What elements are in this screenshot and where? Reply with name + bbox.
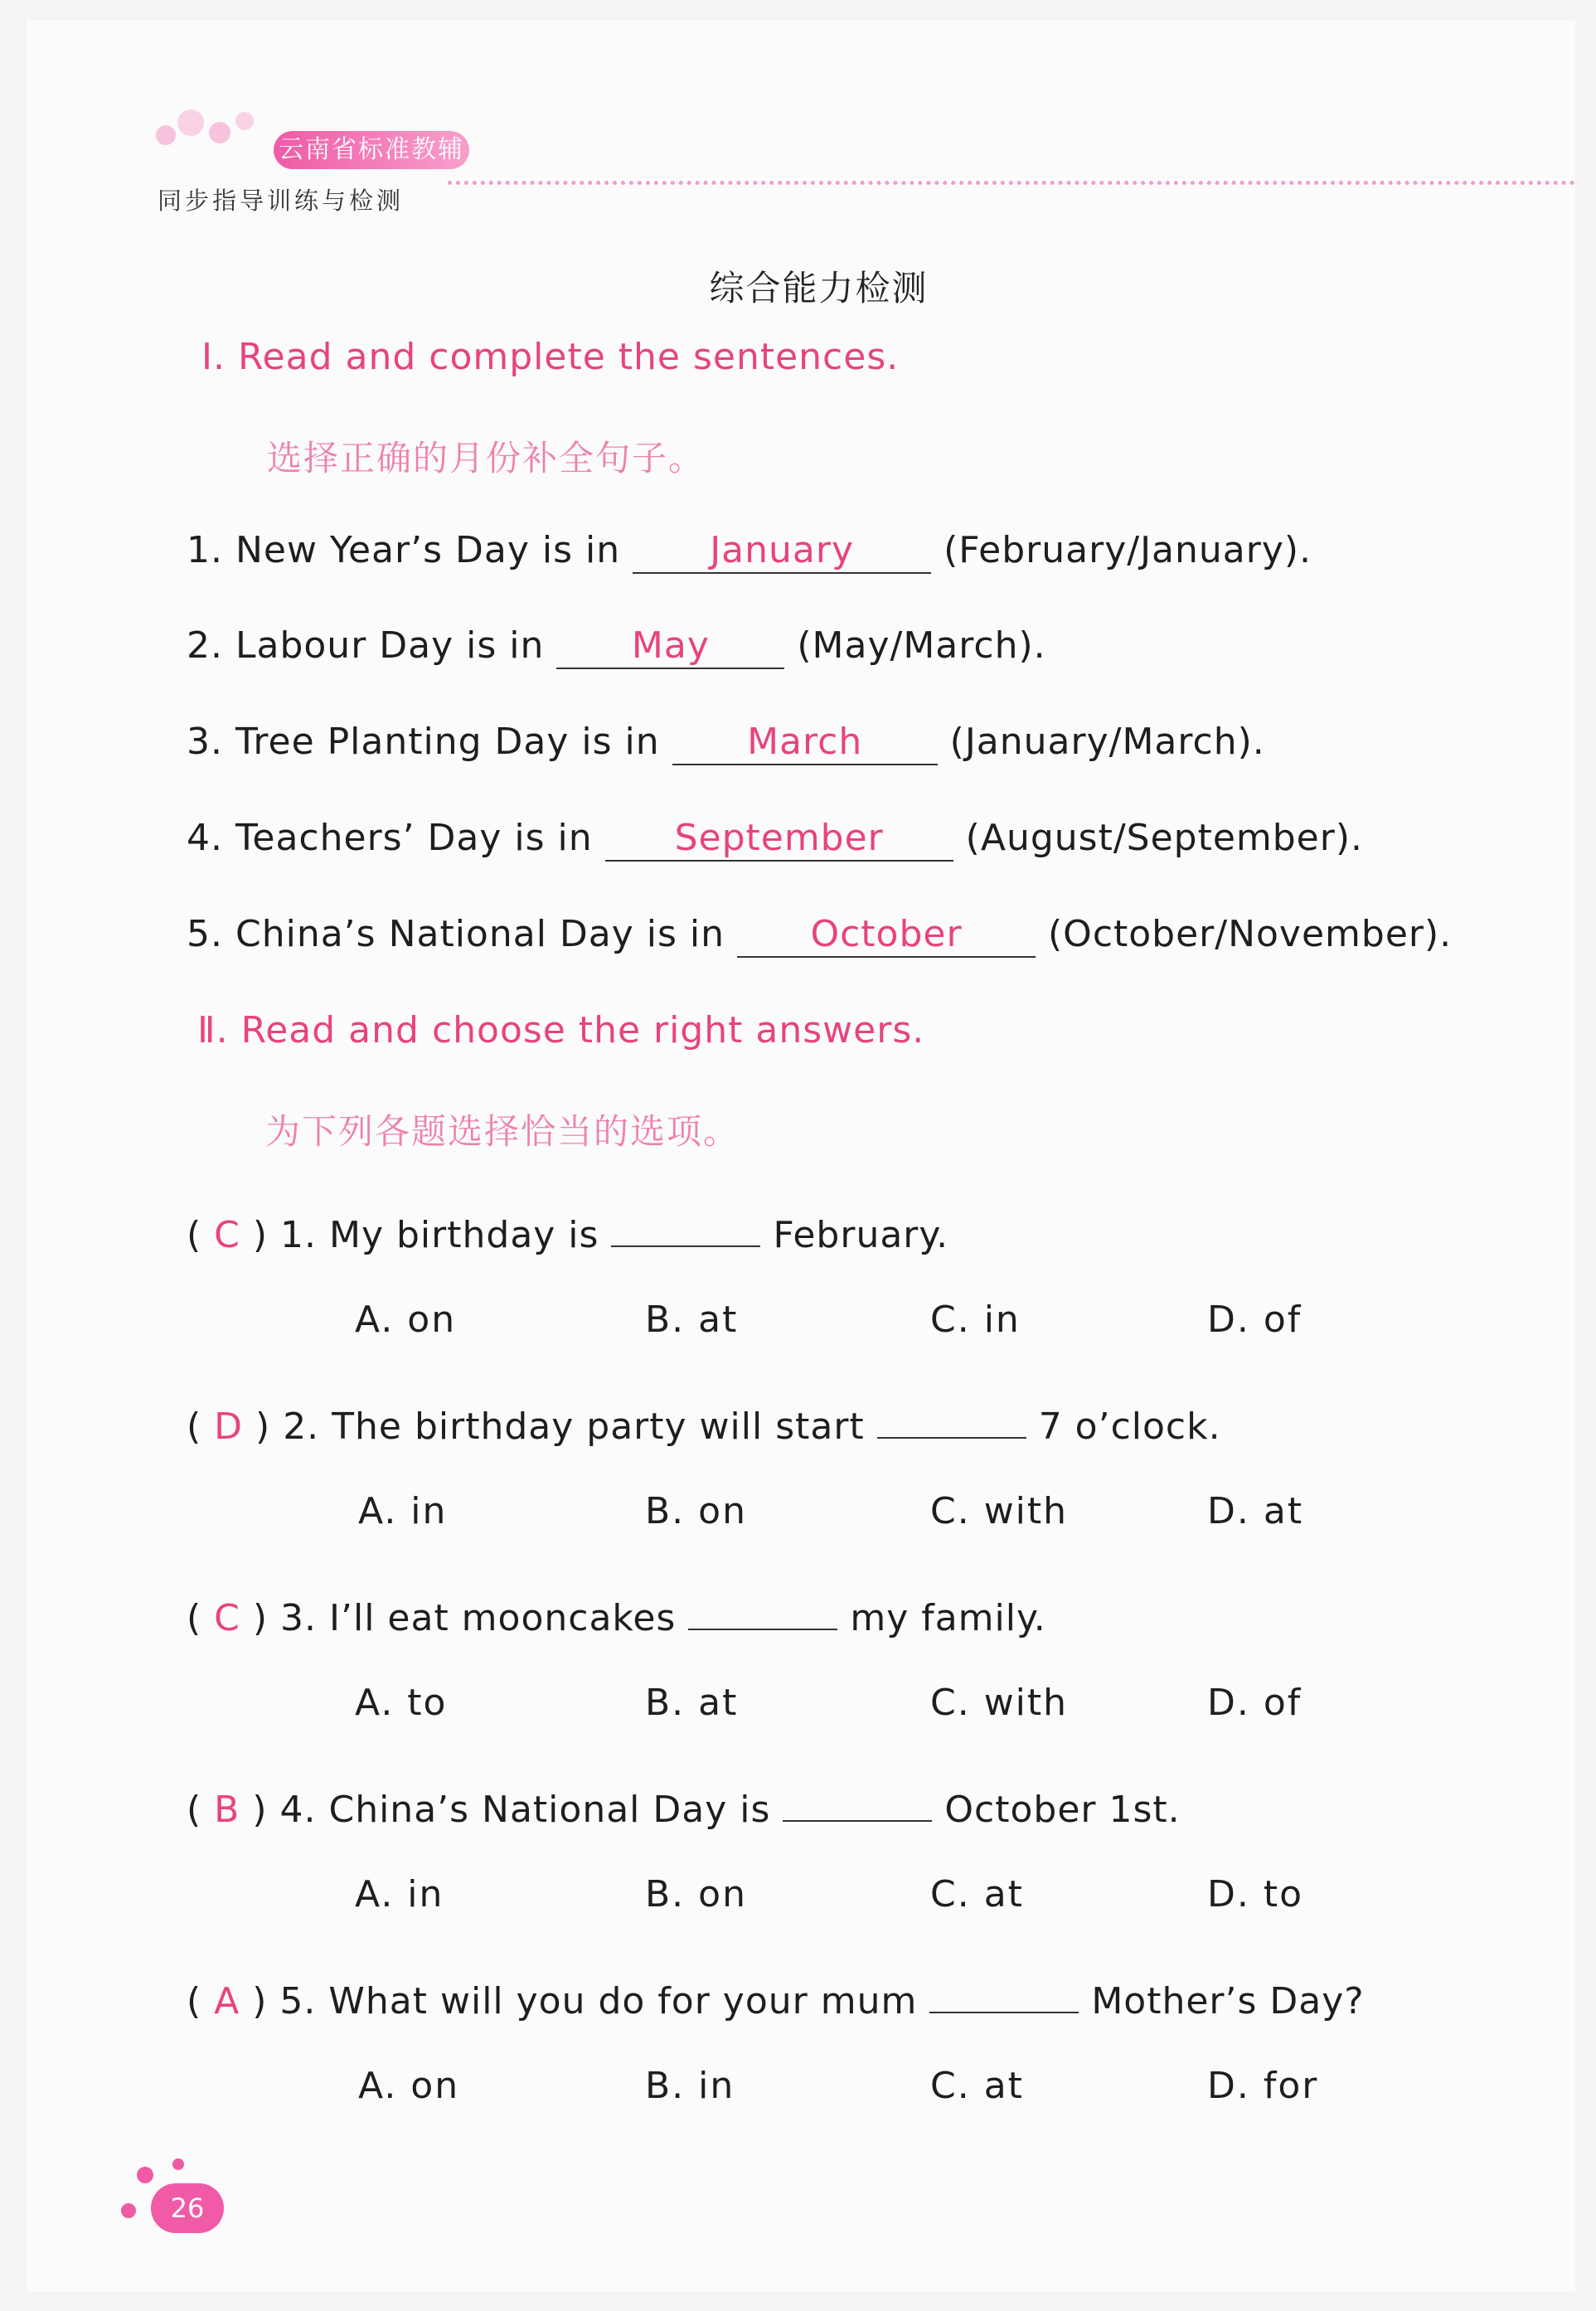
- page-number: 26: [151, 2183, 224, 2233]
- option-c[interactable]: C. at: [930, 1873, 1024, 1915]
- option-a[interactable]: A. on: [358, 2065, 460, 2107]
- option-d[interactable]: D. at: [1207, 1490, 1304, 1532]
- option-d[interactable]: D. for: [1207, 2065, 1319, 2107]
- s1-item-5: 5. China’s National Day is in October (October/November).: [187, 913, 1452, 958]
- answer-blank[interactable]: October: [737, 913, 1036, 958]
- option-c[interactable]: C. with: [930, 1490, 1069, 1532]
- s2-question-5: ( A ) 5. What will you do for your mum Mother’s Day?: [187, 1969, 1365, 2022]
- paw-dot-icon: [137, 2167, 153, 2183]
- s2-question-4: ( B ) 4. China’s National Day is October 1st.: [187, 1777, 1181, 1831]
- s1-item-3: 3. Tree Planting Day is in March (January/March).: [187, 721, 1265, 765]
- question-blank: [929, 1969, 1079, 2013]
- option-d[interactable]: D. to: [1207, 1873, 1304, 1915]
- s2-question-3: ( C ) 3. I’ll eat mooncakes my family.: [187, 1585, 1046, 1639]
- section2-instruction: 为下列各题选择恰当的选项。: [265, 1111, 740, 1152]
- option-a[interactable]: A. to: [355, 1682, 448, 1724]
- s2-question-1: ( C ) 1. My birthday is February.: [187, 1202, 948, 1256]
- s1-item-2: 2. Labour Day is in May (May/March).: [187, 624, 1046, 669]
- option-c[interactable]: C. with: [930, 1682, 1069, 1724]
- option-c[interactable]: C. at: [930, 2065, 1024, 2107]
- section1-heading: Ⅰ. Read and complete the sentences.: [201, 336, 900, 378]
- answer-choice[interactable]: D: [214, 1406, 244, 1448]
- s2-question-2: ( D ) 2. The birthday party will start 7 o’clock.: [187, 1394, 1221, 1448]
- question-blank: [783, 1777, 932, 1822]
- option-b[interactable]: B. on: [645, 1490, 747, 1532]
- answer-choice[interactable]: A: [214, 1980, 240, 2022]
- series-badge: 云南省标准教辅: [274, 131, 469, 169]
- header-subtitle: 同步指导训练与检测: [158, 187, 405, 215]
- section2-heading: Ⅱ. Read and choose the right answers.: [197, 1009, 925, 1051]
- option-b[interactable]: B. in: [645, 2065, 735, 2107]
- option-d[interactable]: D. of: [1207, 1299, 1303, 1341]
- option-b[interactable]: B. at: [645, 1682, 739, 1724]
- question-blank: [877, 1394, 1026, 1439]
- section1-instruction: 选择正确的月份补全句子。: [267, 438, 706, 478]
- option-a[interactable]: A. on: [355, 1299, 457, 1341]
- s1-item-4: 4. Teachers’ Day is in September (August/September).: [187, 817, 1363, 862]
- paw-dot-icon: [172, 2158, 184, 2170]
- answer-blank[interactable]: May: [556, 624, 784, 669]
- answer-blank[interactable]: March: [672, 721, 938, 765]
- option-b[interactable]: B. on: [645, 1873, 747, 1915]
- answer-choice[interactable]: B: [214, 1789, 240, 1831]
- option-b[interactable]: B. at: [645, 1299, 739, 1341]
- s1-item-1: 1. New Year’s Day is in January (February/January).: [187, 529, 1312, 574]
- paw-dot-icon: [121, 2203, 136, 2218]
- answer-choice[interactable]: C: [214, 1214, 240, 1256]
- question-blank: [688, 1585, 837, 1630]
- option-a[interactable]: A. in: [355, 1873, 444, 1915]
- page-title: 综合能力检测: [709, 268, 929, 308]
- page-number-badge: [116, 2152, 232, 2243]
- answer-blank[interactable]: September: [605, 817, 953, 862]
- answer-choice[interactable]: C: [214, 1597, 240, 1639]
- option-d[interactable]: D. of: [1207, 1682, 1303, 1724]
- option-c[interactable]: C. in: [930, 1299, 1021, 1341]
- header-dotted-rule: [448, 181, 1575, 185]
- flower-decoration-icon: [149, 98, 265, 156]
- answer-blank[interactable]: January: [633, 529, 931, 574]
- question-blank: [611, 1202, 760, 1247]
- option-a[interactable]: A. in: [358, 1490, 448, 1532]
